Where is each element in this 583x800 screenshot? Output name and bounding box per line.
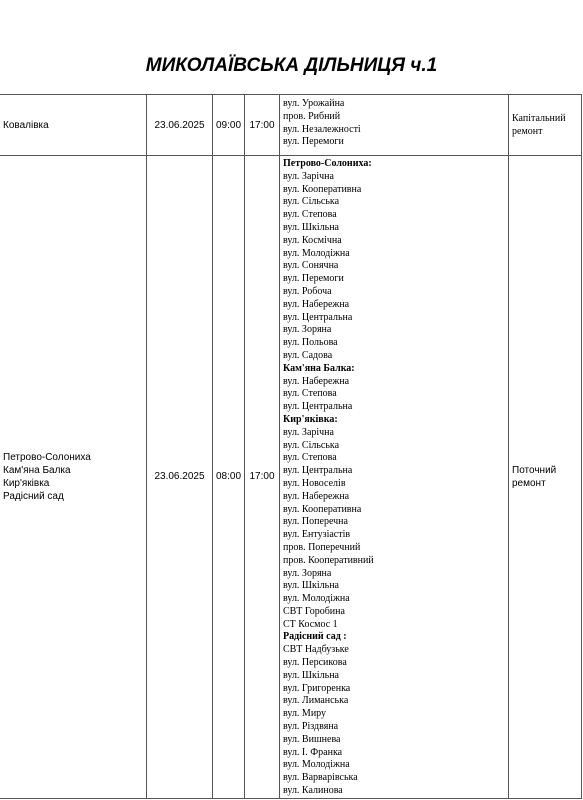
street-item: вул. Калинова (283, 785, 343, 797)
street-item: вул. Шкільна (283, 580, 339, 592)
outage-schedule-table (0, 94, 582, 799)
work-type-text: Поточний (512, 464, 557, 476)
street-item: вул. Поперечна (283, 516, 348, 528)
work-type-text: ремонт (512, 126, 543, 137)
street-item: пров. Поперечний (283, 541, 361, 553)
street-item: вул. Набережна (283, 298, 350, 310)
street-item: вул. Степова (283, 209, 337, 221)
street-item: вул. Сільська (283, 439, 340, 451)
table-row (0, 95, 582, 156)
street-item: вул. Ентузіастів (283, 529, 351, 541)
street-item: вул. Центральна (283, 401, 353, 413)
street-item: вул. Персикова (283, 657, 347, 669)
end-time-cell: 17:00 (245, 95, 280, 156)
street-item: вул. Сонячна (283, 260, 339, 272)
locality-name: Петрово-Солониха (3, 451, 91, 463)
locality-cell (0, 156, 147, 799)
street-item: вул. Незалежності (283, 123, 361, 135)
work-type-cell (509, 95, 582, 156)
street-item: вул. Шкільна (283, 669, 339, 681)
street-item: вул. Урожайна (283, 98, 345, 109)
work-type-text: Капітальний (512, 113, 566, 124)
street-item: вул. Центральна (283, 311, 353, 323)
street-item: пров. Кооперативний (283, 554, 374, 566)
streets-cell (280, 95, 509, 156)
streets-cell (280, 156, 509, 799)
table-row (0, 156, 582, 799)
date-cell: 23.06.2025 (147, 95, 213, 156)
street-item: вул. Центральна (283, 465, 353, 477)
street-item: вул. Лиманська (283, 695, 349, 707)
street-item: вул. Молодіжна (283, 247, 350, 259)
street-item: вул. Космічна (283, 234, 342, 246)
locality-name: Кам'яна Балка (3, 464, 71, 476)
street-item: вул. Степова (283, 452, 337, 464)
street-item: вул. Молодіжна (283, 593, 350, 605)
work-type-text: ремонт (512, 477, 546, 489)
street-group-header: Кам'яна Балка: (283, 362, 355, 374)
street-group-header: Радісний сад : (283, 631, 347, 643)
locality-name: Ковалівка (3, 119, 49, 131)
street-item: вул. Польова (283, 337, 338, 349)
street-item: вул. Перемоги (283, 273, 344, 285)
street-group-header: Кир'яківка: (283, 413, 338, 425)
street-item: вул. Молодіжна (283, 759, 350, 771)
start-time-cell: 09:00 (213, 95, 245, 156)
street-item: СТ Космос 1 (283, 618, 338, 630)
street-item: вул. Шкільна (283, 221, 339, 233)
street-item: вул. Зарічна (283, 426, 334, 438)
street-item: вул. Варварівська (283, 772, 358, 784)
locality-name: Кир'яківка (3, 477, 50, 489)
locality-cell (0, 95, 147, 156)
street-group-header: Петрово-Солониха: (283, 158, 372, 169)
street-item: вул. Кооперативна (283, 503, 362, 515)
street-item: вул. Робоча (283, 285, 332, 297)
date-cell: 23.06.2025 (147, 156, 213, 799)
table-body (0, 95, 582, 799)
street-item: вул. Набережна (283, 375, 350, 387)
page-title: МИКОЛАЇВСЬКА ДІЛЬНИЦЯ ч.1 (145, 55, 438, 76)
street-item: вул. Григоренка (283, 682, 351, 694)
street-item: вул. Перемоги (283, 136, 344, 148)
street-item: вул. І. Франка (283, 746, 343, 758)
locality-name: Радісний сад (3, 490, 64, 502)
street-item: вул. Зоряна (283, 324, 332, 336)
work-type-cell (509, 156, 582, 799)
street-item: вул. Вишнева (283, 733, 341, 745)
street-item: СВТ Надбузьке (283, 644, 349, 656)
street-item: вул. Кооперативна (283, 183, 362, 195)
street-item: вул. Миру (283, 708, 327, 720)
street-item: вул. Новоселів (283, 477, 346, 489)
end-time-cell: 17:00 (245, 156, 280, 799)
street-item: вул. Степова (283, 388, 337, 400)
street-item: вул. Садова (283, 349, 333, 361)
street-item: вул. Зоряна (283, 567, 332, 579)
street-item: вул. Зарічна (283, 170, 334, 182)
street-item: вул. Різдвяна (283, 721, 339, 733)
street-item: пров. Рибний (283, 110, 341, 122)
street-item: вул. Набережна (283, 490, 350, 502)
street-item: СВТ Горобина (283, 605, 345, 617)
street-item: вул. Сільська (283, 196, 340, 208)
start-time-cell: 08:00 (213, 156, 245, 799)
